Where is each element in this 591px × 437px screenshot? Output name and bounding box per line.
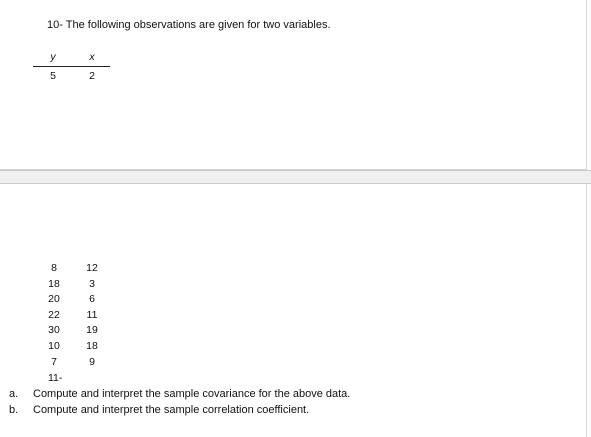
question-a: [9, 388, 350, 400]
question-a-text: Compute and interpret the sample covariance for the above data.: [33, 388, 351, 400]
table-cell-y: 5: [50, 70, 56, 82]
question-a-marker: a.: [9, 388, 19, 400]
table-cell-x: 11: [86, 309, 98, 321]
table-cell-y: 18: [48, 278, 60, 290]
table-cell-y: 30: [48, 324, 60, 336]
table-cell-x: 9: [89, 356, 95, 368]
question-b-marker: b.: [9, 404, 19, 416]
problem-11-label: 11-: [48, 372, 63, 384]
question-b-text: Compute and interpret the sample correlation coefficient.: [33, 404, 310, 416]
header-underline: [33, 66, 110, 67]
table-cell-x: 3: [89, 278, 95, 290]
table-cell-x: 6: [89, 293, 95, 305]
table-cell-y: 7: [51, 356, 57, 368]
table-cell-y: 20: [48, 293, 60, 305]
table-cell-x: 12: [86, 262, 98, 274]
question-b: [9, 404, 309, 416]
page-break: [0, 170, 591, 184]
column-header-x: x: [89, 51, 95, 63]
table-cell-x: 19: [86, 324, 98, 336]
table-cell-y: 8: [51, 262, 57, 274]
table-cell-y: 22: [48, 309, 60, 321]
problem-heading: 10- The following observations are given for two variables.: [47, 19, 331, 31]
table-cell-y: 10: [48, 340, 60, 352]
table-cell-x: 2: [89, 70, 95, 82]
table-cell-x: 18: [86, 340, 98, 352]
document-page-top: [0, 0, 587, 170]
column-header-y: y: [50, 51, 56, 63]
